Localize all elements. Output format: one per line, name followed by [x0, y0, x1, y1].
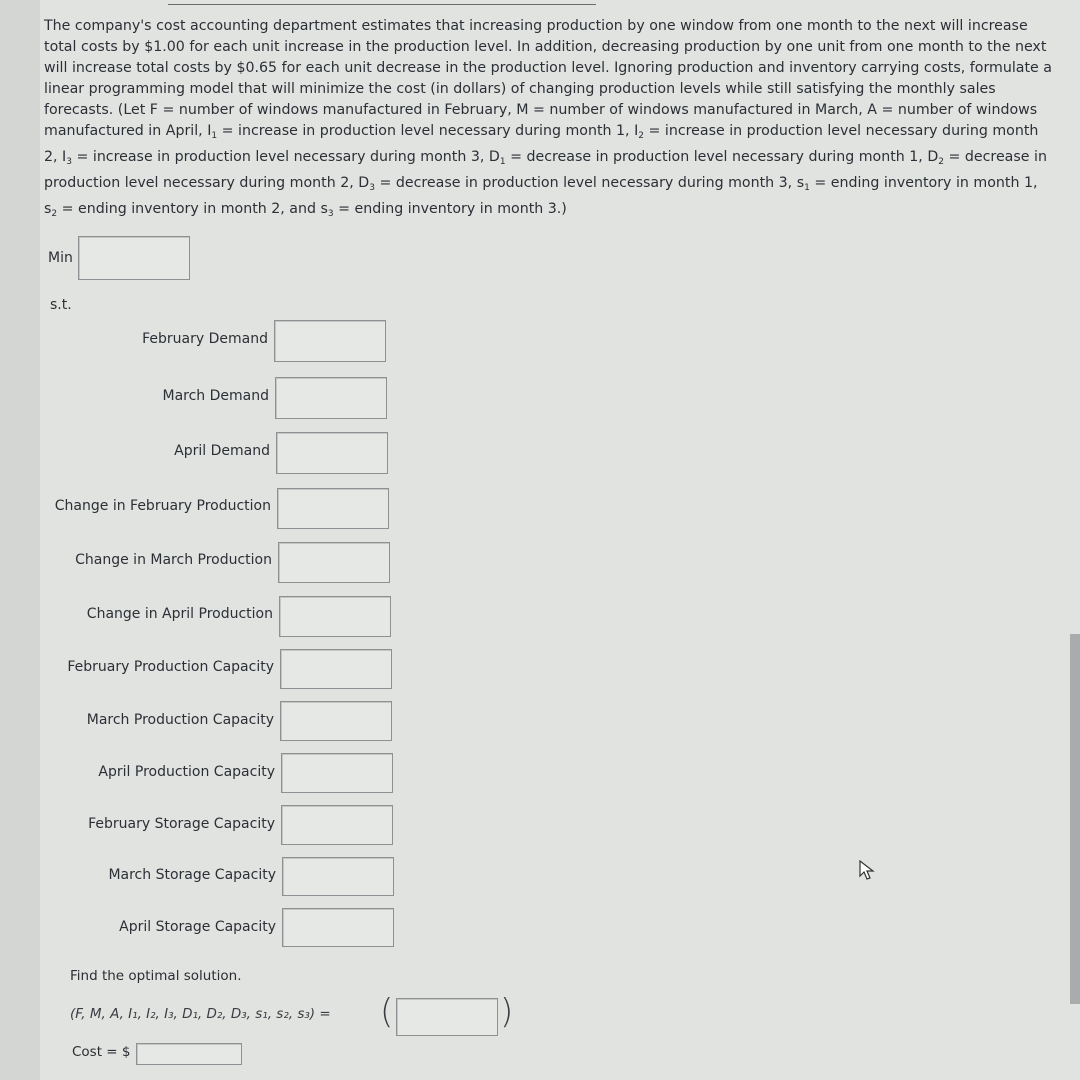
constraint-label-apr-prod-capacity: April Production Capacity — [98, 764, 275, 780]
constraint-input-feb-demand[interactable] — [274, 320, 386, 362]
cost-label: Cost = $ — [72, 1044, 131, 1060]
constraint-input-mar-prod-capacity[interactable] — [280, 701, 392, 741]
divider — [168, 0, 596, 5]
constraint-label-feb-demand: February Demand — [142, 331, 268, 347]
constraint-label-apr-change: Change in April Production — [86, 606, 273, 622]
objective-label: Min — [48, 250, 73, 266]
constraint-input-apr-prod-capacity[interactable] — [281, 753, 393, 793]
constraints-label: s.t. — [50, 297, 72, 313]
mouse-pointer-icon — [858, 860, 878, 882]
constraint-label-mar-change: Change in March Production — [75, 552, 272, 568]
constraint-input-mar-change[interactable] — [278, 542, 390, 583]
constraint-label-apr-demand: April Demand — [174, 443, 270, 459]
constraint-label-apr-storage-capacity: April Storage Capacity — [119, 919, 276, 935]
solution-tuple-input[interactable] — [396, 998, 498, 1036]
constraint-input-feb-storage-capacity[interactable] — [281, 805, 393, 845]
constraint-input-feb-change[interactable] — [277, 488, 389, 529]
constraint-label-feb-change: Change in February Production — [54, 498, 271, 514]
constraint-input-apr-change[interactable] — [279, 596, 391, 637]
constraint-label-mar-demand: March Demand — [162, 388, 269, 404]
cost-input[interactable] — [136, 1043, 242, 1065]
question-page — [40, 0, 1080, 1080]
constraint-input-mar-demand[interactable] — [275, 377, 387, 419]
constraint-label-mar-storage-capacity: March Storage Capacity — [108, 867, 276, 883]
scrollbar[interactable] — [1070, 634, 1080, 1004]
constraint-input-apr-storage-capacity[interactable] — [282, 908, 394, 947]
solution-tuple-label: (F, M, A, I₁, I₂, I₃, D₁, D₂, D₃, s₁, s₂, s₃) = — [70, 1006, 331, 1022]
objective-input[interactable] — [78, 236, 190, 280]
constraint-input-feb-prod-capacity[interactable] — [280, 649, 392, 689]
tuple-close-paren: ) — [500, 992, 514, 1032]
constraint-input-apr-demand[interactable] — [276, 432, 388, 474]
constraint-label-feb-storage-capacity: February Storage Capacity — [88, 816, 275, 832]
constraint-label-feb-prod-capacity: February Production Capacity — [67, 659, 274, 675]
constraint-input-mar-storage-capacity[interactable] — [282, 857, 394, 896]
tuple-open-paren: ( — [380, 992, 394, 1032]
problem-statement: The company's cost accounting department estimates that increasing production by one window from one month to the next will increase total costs by $1.00 for each unit increase in the production level. In addition, decreasing production by one unit from one month to the next will increase total costs by $0.65 for each unit decrease in the production level. Ignoring production and inventory carrying costs, formulate a linear programming model that will minimize the cost (in dollars) of changing production levels while still satisfying the monthly sales forecasts. (Let F = number of windows manufactured in February, M = number of windows manufactured in March, A = number of windows manufactured in April, $I_1$ = increase in production level necessary during month 1, $I_2$ = increase in production level necessary during month 2, $I_3$ = increase in production level necessary during month 3, $D_1$ = decrease in production level necessary during month 1, $D_2$ = decrease in production level necessary during month 2, $D_3$ = decrease in production level necessary during month 3, $s_1$ = ending inventory in month 1, $s_2$ = ending inventory in month 2, and $s_3$ = ending inventory in month 3.) — [44, 18, 1052, 219]
find-solution-prompt: Find the optimal solution. — [70, 968, 242, 984]
constraint-label-mar-prod-capacity: March Production Capacity — [86, 712, 274, 728]
